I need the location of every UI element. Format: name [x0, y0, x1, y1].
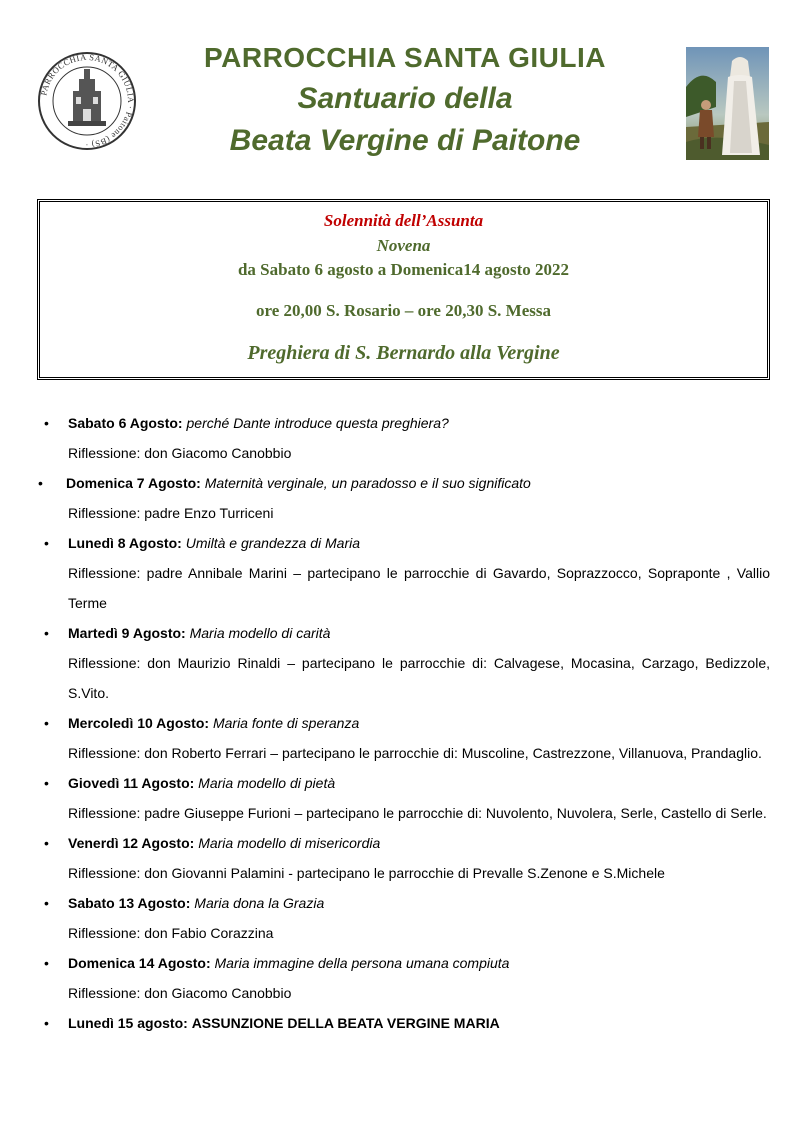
schedule-topic: Maria dona la Grazia: [194, 895, 325, 911]
service-times: ore 20,00 S. Rosario – ore 20,30 S. Messa: [256, 301, 551, 320]
schedule-reflection: Riflessione: padre Enzo Turriceni: [68, 505, 274, 521]
list-item: [0, 828, 808, 888]
schedule-topic: Maria modello di misericordia: [198, 835, 381, 851]
list-item: [0, 708, 808, 768]
bullet-icon: •: [44, 715, 49, 731]
bullet-icon: •: [44, 835, 49, 851]
schedule-reflection: Riflessione: padre Giuseppe Furioni – partecipano le parrocchie di: Nuvolento, Nuvolera, Serle, Castello di Serle.: [68, 805, 767, 821]
list-item: [0, 528, 808, 618]
bullet-icon: •: [44, 775, 49, 791]
parish-seal-logo: [37, 51, 137, 151]
sanctuary-title-line2: Beata Vergine di Paitone: [229, 124, 581, 157]
bullet-icon: •: [44, 895, 49, 911]
schedule-day: Mercoledì 10 Agosto:: [68, 715, 210, 731]
bullet-icon: •: [44, 955, 49, 971]
sanctuary-title-line1: Santuario della: [297, 82, 513, 115]
schedule-topic: Maria modello di pietà: [198, 775, 336, 791]
svg-text:PARROCCHIA SANTA GIULIA · Pait: PARROCCHIA SANTA GIULIA · Paitone (BS) ·: [38, 51, 137, 151]
schedule-topic: Maria fonte di speranza: [212, 715, 360, 731]
schedule-topic: perché Dante introduce questa preghiera?: [186, 415, 449, 431]
schedule-day: Domenica 7 Agosto:: [66, 475, 201, 491]
list-item: [0, 408, 808, 468]
bullet-icon: •: [44, 1015, 49, 1031]
schedule-reflection: Riflessione: don Giacomo Canobbio: [68, 985, 292, 1001]
schedule-reflection: Riflessione: don Fabio Corazzina: [68, 925, 274, 941]
feast-title: ASSUNZIONE DELLA BEATA VERGINE MARIA: [191, 1015, 500, 1031]
bullet-icon: •: [44, 535, 49, 551]
schedule-reflection: Riflessione: don Roberto Ferrari – partecipano le parrocchie di: Muscoline, Castrezzone, Villanuova, Prandaglio.: [68, 745, 762, 761]
schedule-topic: Maria modello di carità: [189, 625, 331, 641]
schedule-day: Giovedì 11 Agosto:: [68, 775, 195, 791]
madonna-apparition-painting: [686, 47, 769, 160]
schedule-day: Venerdì 12 Agosto:: [68, 835, 195, 851]
schedule-day: Domenica 14 Agosto:: [68, 955, 211, 971]
novena-dates: da Sabato 6 agosto a Domenica14 agosto 2022: [237, 260, 570, 279]
list-item: [0, 1008, 808, 1038]
solemnity-title: Solennità dell’Assunta: [323, 211, 484, 230]
novena-announcement-box: [37, 199, 770, 380]
schedule-topic: Maternità verginale, un paradosso e il suo significato: [204, 475, 531, 491]
schedule-reflection: Riflessione: don Maurizio Rinaldi – partecipano le parrocchie di: Calvagese, Mocasina, Carzago, Bedizzole, S.Vito.: [68, 655, 770, 701]
list-item: [0, 468, 808, 528]
schedule-reflection: Riflessione: don Giovanni Palamini - partecipano le parrocchie di Prevalle S.Zenone e S.Michele: [68, 865, 665, 881]
bullet-icon: •: [38, 475, 43, 491]
page-header: [0, 0, 808, 180]
list-item: [0, 888, 808, 948]
schedule-day: Martedì 9 Agosto:: [68, 625, 186, 641]
schedule-day: Lunedì 8 Agosto:: [68, 535, 182, 551]
novena-schedule-list: [0, 408, 808, 1038]
schedule-day: Sabato 6 Agosto:: [68, 415, 183, 431]
list-item: [0, 768, 808, 828]
schedule-topic: Umiltà e grandezza di Maria: [185, 535, 360, 551]
list-item: [0, 618, 808, 708]
schedule-reflection: Riflessione: don Giacomo Canobbio: [68, 445, 292, 461]
schedule-day: Sabato 13 Agosto:: [68, 895, 191, 911]
schedule-reflection: Riflessione: padre Annibale Marini – partecipano le parrocchie di Gavardo, Soprazzocco, Sopraponte , Vallio Terme: [68, 565, 770, 611]
list-item: [0, 948, 808, 1008]
schedule-day: Lunedì 15 agosto:: [68, 1015, 188, 1031]
parish-title: PARROCCHIA SANTA GIULIA: [204, 42, 606, 73]
novena-theme: Preghiera di S. Bernardo alla Vergine: [247, 342, 560, 364]
novena-label: Novena: [376, 236, 431, 255]
bullet-icon: •: [44, 625, 49, 641]
schedule-topic: Maria immagine della persona umana compiuta: [214, 955, 510, 971]
bullet-icon: •: [44, 415, 49, 431]
